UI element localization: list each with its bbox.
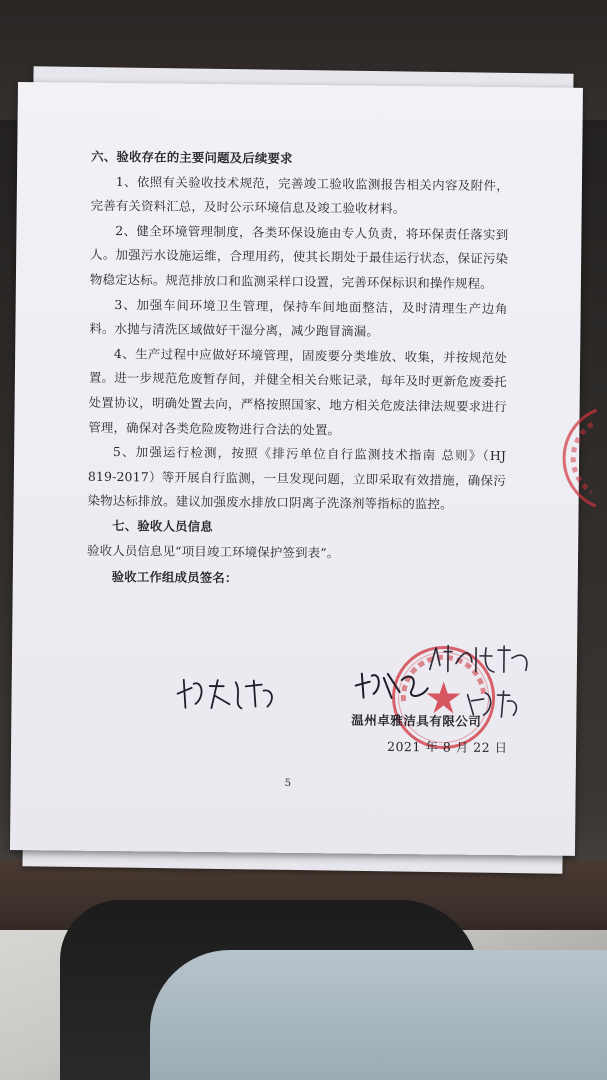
partial-seal-stamp — [538, 405, 599, 510]
chair-cushion — [150, 950, 607, 1080]
document-body — [87, 145, 510, 594]
document-date: 2021 年 8 月 22 日 — [386, 738, 508, 756]
requirement-item-1: 1、依照有关验收技术规范，完善竣工验收监测报告相关内容及附件，完善有关资料汇总，及时公示环境信息及竣工验收材料。 — [90, 173, 510, 217]
signature-member-1 — [426, 641, 536, 678]
company-name: 温州卓雅洁具有限公司 — [351, 712, 482, 729]
section-heading-6: 六、验收存在的主要问题及后续要求 — [91, 148, 293, 166]
section-heading-7: 七、验收人员信息 — [112, 517, 213, 534]
requirement-item-5: 5、加强运行检测，按照《排污单位自行监测技术指南 总则》（HJ 819-2017）等开展自行监测，一旦发现问题，立即采取有效措施，确保污染物达标排放。建议加强废水排放口阴离子洗涤剂等指标的监控。 — [87, 444, 507, 512]
requirement-item-4: 4、生产过程中应做好环境管理，固废要分类堆放、收集，并按规范处置。进一步规范危废暂存间，并健全相关台账记录，每年及时更新危废委托处置协议，明确处置去向，严格按照国家、地方相关危废法律法规要求进行管理，确保对各类危险废物进行合法的处置。 — [88, 345, 508, 437]
document-page — [10, 82, 583, 856]
requirement-item-3: 3、加强车间环境卫生管理，保持车间地面整洁，及时清理生产边角料。水抛与清洗区域做好干湿分离，减少跑冒滴漏。 — [89, 296, 508, 339]
signature-member-2 — [352, 668, 432, 703]
personnel-info-text: 验收人员信息见“项目竣工环境保护签到表”。 — [87, 542, 340, 560]
signature-label: 验收工作组成员签名： — [111, 569, 238, 586]
requirement-item-2: 2、健全环境管理制度，各类环保设施由专人负责，将环保责任落实到人。加强污水设施运维，合理用药，使其长期处于最佳运行状态，保证污染物稳定达标。规范排放口和监测采样口设置，完善环保标识和操作规程。 — [89, 222, 509, 291]
signature-member-4 — [171, 674, 281, 715]
page-number: 5 — [284, 777, 292, 789]
